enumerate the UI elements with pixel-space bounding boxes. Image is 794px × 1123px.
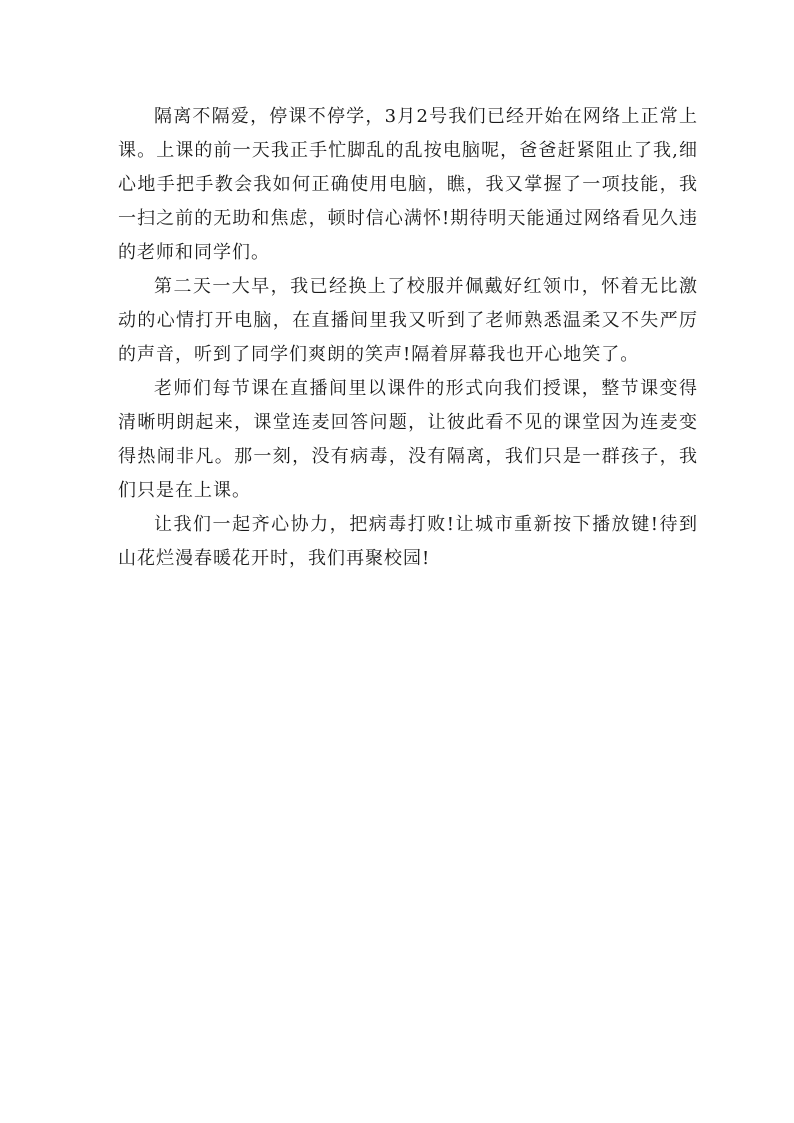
paragraph-4: 让我们一起齐心协力，把病毒打败!让城市重新按下播放键!待到山花烂漫春暖花开时，我们再聚校园! bbox=[118, 514, 698, 569]
paragraph-3: 老师们每节课在直播间里以课件的形式向我们授课，整节课变得清晰明朗起来，课堂连麦回答问题，让彼此看不见的课堂因为连麦变得热闹非凡。那一刻，没有病毒，没有隔离，我们只是一群孩子，我们只是在上课。 bbox=[118, 378, 698, 501]
paragraph-1: 隔离不隔爱，停课不停学，3月2号我们已经开始在网络上正常上课。上课的前一天我正手忙脚乱的乱按电脑呢，爸爸赶紧阻止了我,细心地手把手教会我如何正确使用电脑，瞧，我又掌握了一项技能，我一扫之前的无助和焦虑，顿时信心满怀!期待明天能通过网络看见久违的老师和同学们。 bbox=[118, 106, 698, 263]
document-body bbox=[118, 100, 698, 576]
paragraph-2: 第二天一大早，我已经换上了校服并佩戴好红领巾，怀着无比激动的心情打开电脑，在直播间里我又听到了老师熟悉温柔又不失严厉的声音，听到了同学们爽朗的笑声!隔着屏幕我也开心地笑了。 bbox=[118, 276, 698, 365]
